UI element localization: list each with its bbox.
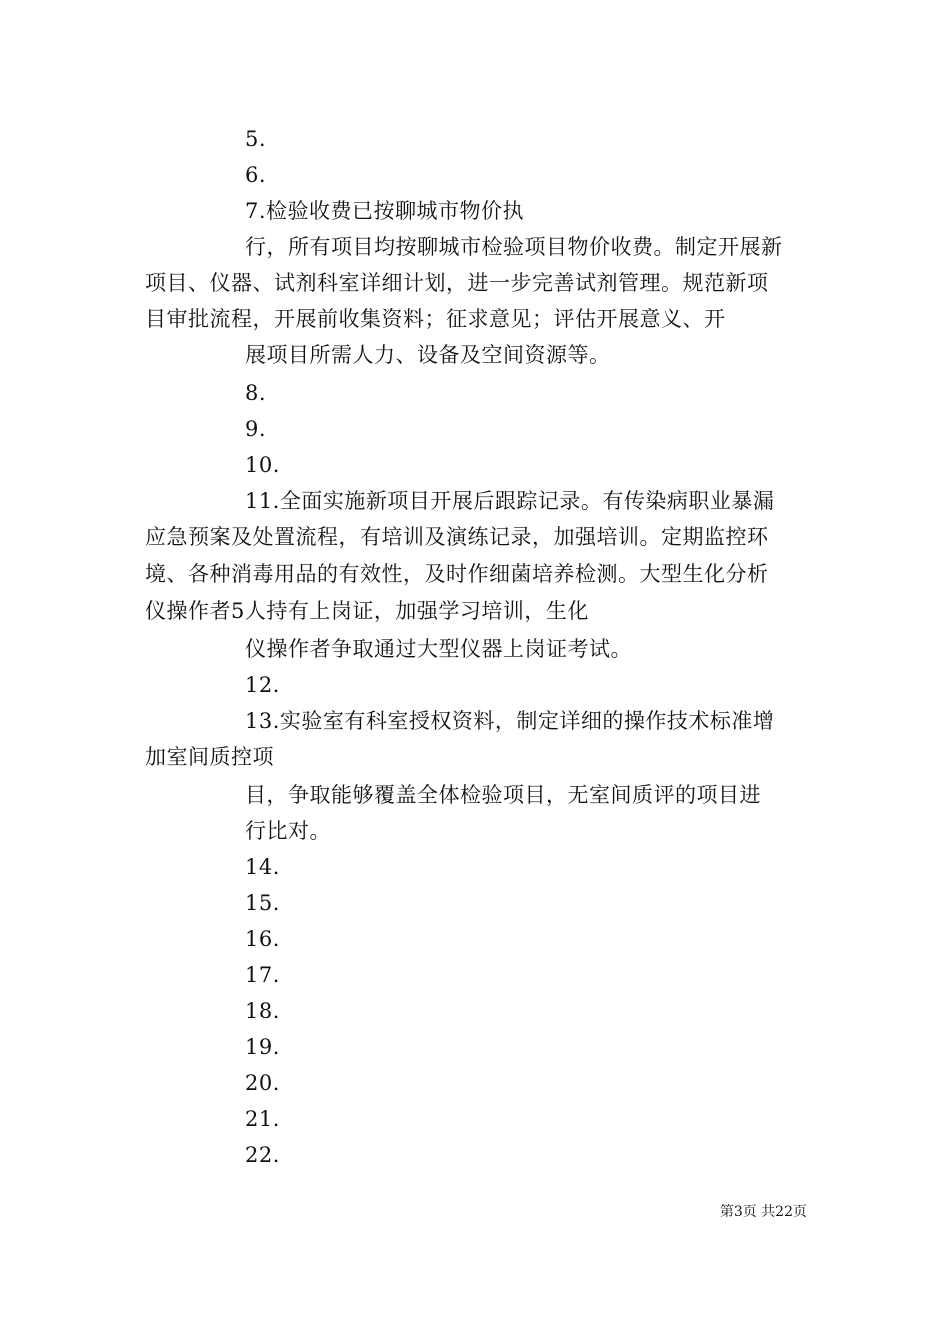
paragraph-line: 仪操作者争取通过大型仪器上岗证考试。 — [245, 637, 632, 661]
paragraph-line: 行比对。 — [245, 819, 331, 843]
page-number-footer: 第3页 共22页 — [719, 1204, 807, 1220]
list-item-8: 8. — [245, 381, 267, 405]
list-item-16: 16. — [245, 927, 280, 951]
paragraph-line: 境、各种消毒用品的有效性，及时作细菌培养检测。大型生化分析 — [145, 562, 769, 586]
list-item-19: 19. — [245, 1035, 280, 1059]
list-item-20: 20. — [245, 1071, 280, 1095]
list-item-21: 21. — [245, 1107, 280, 1131]
paragraph-line: 项目、仪器、试剂科室详细计划，进一步完善试剂管理。规范新项 — [145, 271, 769, 295]
list-item-17: 17. — [245, 963, 280, 987]
list-item-5: 5. — [245, 127, 267, 151]
paragraph-line: 应急预案及处置流程，有培训及演练记录，加强培训。定期监控环 — [145, 525, 769, 549]
list-item-15: 15. — [245, 891, 280, 915]
list-item-14: 14. — [245, 855, 280, 879]
list-item-13: 13.实验室有科室授权资料，制定详细的操作技术标准增 — [245, 709, 775, 733]
paragraph-line: 仪操作者5人持有上岗证，加强学习培训，生化 — [145, 599, 589, 623]
paragraph-line: 目审批流程，开展前收集资料；征求意见；评估开展意义、开 — [145, 307, 726, 331]
list-item-18: 18. — [245, 999, 280, 1023]
list-item-11: 11.全面实施新项目开展后跟踪记录。有传染病职业暴漏 — [245, 489, 775, 513]
list-item-10: 10. — [245, 453, 280, 477]
paragraph-line: 目，争取能够覆盖全体检验项目，无室间质评的项目进 — [245, 783, 761, 807]
paragraph-line: 加室间质控项 — [145, 745, 274, 769]
list-item-7: 7.检验收费已按聊城市物价执 — [245, 199, 525, 223]
list-item-6: 6. — [245, 163, 267, 187]
paragraph-line: 行，所有项目均按聊城市检验项目物价收费。制定开展新 — [245, 235, 783, 259]
list-item-22: 22. — [245, 1143, 280, 1167]
list-item-12: 12. — [245, 673, 280, 697]
paragraph-line: 展项目所需人力、设备及空间资源等。 — [245, 343, 611, 367]
list-item-9: 9. — [245, 417, 267, 441]
